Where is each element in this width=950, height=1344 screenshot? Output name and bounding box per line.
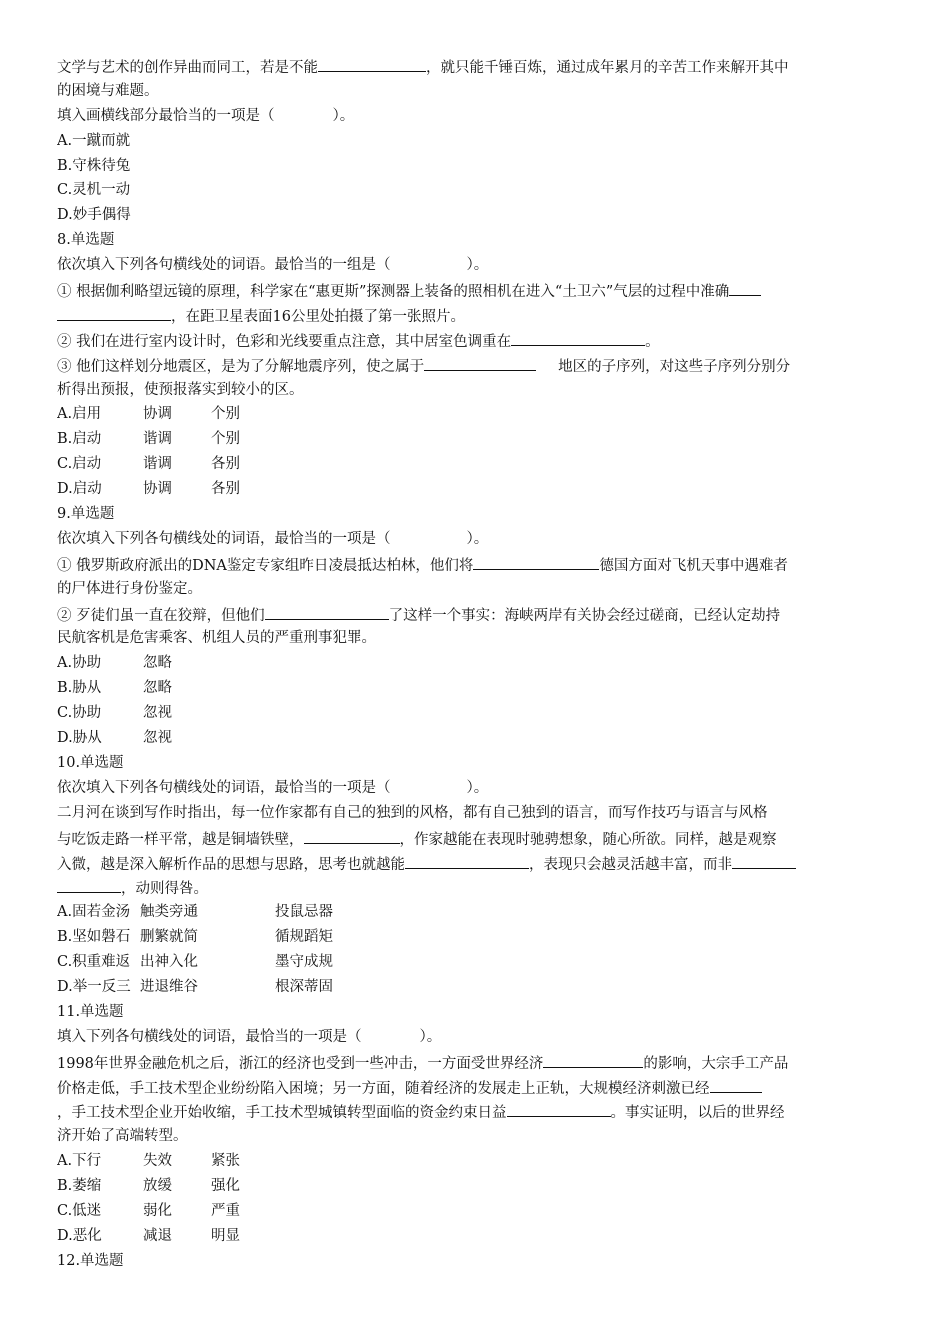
option-cell: 强化 bbox=[211, 1178, 240, 1195]
option-cell: B.萎缩 bbox=[57, 1178, 102, 1195]
q11-header: 11.单选题 bbox=[57, 1003, 124, 1020]
passage-text: 1998年世界金融危机之后，浙江的经济也受到一些冲击，一方面受世界经济 bbox=[57, 1055, 544, 1072]
q9-option-b[interactable] bbox=[57, 676, 899, 701]
q10-option-a[interactable] bbox=[57, 900, 899, 925]
q10-option-c[interactable] bbox=[57, 950, 899, 975]
option-cell: 进退维谷 bbox=[140, 978, 198, 995]
option-cell: 忽视 bbox=[143, 730, 172, 747]
sentence-text: ，在距卫星表面16公里处拍摄了第一张照片。 bbox=[171, 308, 465, 325]
option-cell: 谐调 bbox=[143, 456, 172, 473]
option-cell: B.坚如磐石 bbox=[57, 929, 131, 946]
sentence-text: 了这样一个事实：海峡两岸有关协会经过磋商，已经认定劫持 bbox=[388, 607, 781, 624]
q10-option-b[interactable] bbox=[57, 925, 899, 950]
q11-option-d[interactable] bbox=[57, 1224, 899, 1249]
sentence-text: 。 bbox=[645, 333, 660, 350]
passage-text: 与吃饭走路一样平常，越是铜墙铁壁， bbox=[57, 831, 304, 848]
q10-passage-line-3 bbox=[57, 851, 899, 876]
option-cell: 严重 bbox=[211, 1202, 240, 1219]
answer-blank bbox=[57, 303, 171, 321]
option-cell: 失效 bbox=[143, 1153, 172, 1170]
answer-blank bbox=[57, 875, 121, 893]
answer-blank bbox=[405, 851, 529, 869]
sentence-text: ① 俄罗斯政府派出的DNA鉴定专家组昨日凌晨抵达柏林，他们将 bbox=[57, 557, 474, 574]
answer-blank bbox=[265, 602, 389, 620]
q9-header: 9.单选题 bbox=[57, 506, 115, 523]
answer-blank bbox=[304, 826, 400, 844]
passage-text: ，动则得咎。 bbox=[121, 881, 208, 898]
q9-sentence-2-line-1 bbox=[57, 602, 899, 627]
q7-prompt bbox=[57, 104, 899, 129]
option-cell: 墨守成规 bbox=[275, 954, 333, 971]
q7-stem-text: ，就只能千锤百炼，通过成年累月的辛苦工作来解开其中 bbox=[426, 60, 789, 76]
q8-prompt bbox=[57, 253, 899, 278]
answer-blank bbox=[732, 851, 796, 869]
sentence-text: 地区的子序列，对这些子序列分别分 bbox=[558, 358, 791, 375]
q9-sentence-1-line-2: 的尸体进行身份鉴定。 bbox=[57, 580, 202, 597]
option-cell: 触类旁通 bbox=[140, 904, 198, 921]
answer-blank bbox=[543, 1050, 643, 1068]
option-cell: 协调 bbox=[143, 481, 172, 498]
q11-prompt bbox=[57, 1025, 899, 1050]
q8-sentence-3-line-2: 析得出预报，使预报落实到较小的区。 bbox=[57, 381, 304, 398]
q7-option-a[interactable]: A.一蹴而就 bbox=[57, 132, 131, 149]
q7-stem-text: 文学与艺术的创作异曲而同工，若是不能 bbox=[57, 60, 318, 76]
sentence-text: ② 歹徒们虽一直在狡辩，但他们 bbox=[57, 607, 265, 624]
q10-option-d[interactable] bbox=[57, 975, 899, 1000]
option-cell: C.低迷 bbox=[57, 1202, 102, 1219]
q8-sentence-1-line-1 bbox=[57, 278, 899, 303]
passage-text: ，作家越能在表现时驰骋想象，随心所欲。同样，越是观察 bbox=[399, 831, 777, 848]
sentence-text: ② 我们在进行室内设计时，色彩和光线要重点注意，其中居室色调重在 bbox=[57, 333, 512, 350]
option-cell: 协调 bbox=[143, 406, 172, 423]
option-cell: 减退 bbox=[143, 1227, 172, 1244]
q8-header: 8.单选题 bbox=[57, 232, 115, 249]
option-cell: 紧张 bbox=[211, 1153, 240, 1170]
answer-blank bbox=[424, 353, 536, 371]
prompt-text: 填入画横线部分最恰当的一项是（ bbox=[57, 107, 275, 124]
option-cell: 出神入化 bbox=[140, 954, 198, 971]
sentence-text: 德国方面对飞机天事中遇难者 bbox=[599, 557, 788, 574]
option-cell: 忽视 bbox=[143, 705, 172, 722]
q10-passage-line-4 bbox=[57, 875, 899, 900]
option-cell: D.胁从 bbox=[57, 730, 102, 747]
q11-passage-line-3 bbox=[57, 1099, 899, 1124]
passage-text: 入微，越是深入解析作品的思想与思路，思考也就越能 bbox=[57, 856, 405, 873]
answer-blank bbox=[473, 552, 599, 570]
option-cell: 忽略 bbox=[143, 655, 172, 672]
option-cell: 明显 bbox=[211, 1227, 240, 1244]
option-cell: 循规蹈矩 bbox=[275, 929, 333, 946]
passage-text: 价格走低，手工技术型企业纷纷陷入困境；另一方面，随着经济的发展走上正轨，大规模经济刺激已经 bbox=[57, 1080, 710, 1097]
q11-option-c[interactable] bbox=[57, 1199, 899, 1224]
answer-blank bbox=[710, 1075, 762, 1093]
q9-sentence-1-line-1 bbox=[57, 552, 899, 577]
q8-option-c[interactable] bbox=[57, 452, 899, 477]
prompt-text: 依次填入下列各句横线处的词语，最恰当的一项是（ bbox=[57, 530, 391, 547]
q7-option-b[interactable]: B.守株待兔 bbox=[57, 157, 131, 174]
q9-option-a[interactable] bbox=[57, 651, 899, 676]
option-cell: 删繁就简 bbox=[140, 929, 198, 946]
q9-option-c[interactable] bbox=[57, 701, 899, 726]
answer-blank bbox=[511, 328, 645, 346]
q8-option-d[interactable] bbox=[57, 477, 899, 502]
prompt-text: 依次填入下列各句横线处的词语。最恰当的一组是（ bbox=[57, 257, 391, 274]
option-cell: D.启动 bbox=[57, 481, 102, 498]
q10-passage-line-2 bbox=[57, 826, 899, 851]
q8-sentence-3-line-1 bbox=[57, 353, 899, 378]
prompt-text: ）。 bbox=[419, 1028, 442, 1045]
q7-option-c[interactable]: C.灵机一动 bbox=[57, 182, 131, 199]
prompt-text: ）。 bbox=[466, 530, 489, 547]
q11-passage-line-2 bbox=[57, 1075, 899, 1100]
q8-option-a[interactable] bbox=[57, 402, 899, 427]
q8-option-b[interactable] bbox=[57, 427, 899, 452]
prompt-text: ）。 bbox=[466, 257, 489, 274]
answer-blank bbox=[507, 1099, 611, 1117]
option-cell: D.举一反三 bbox=[57, 978, 131, 995]
q11-passage-line-4: 济开始了高端转型。 bbox=[57, 1128, 188, 1145]
q7-option-d[interactable]: D.妙手偶得 bbox=[57, 207, 131, 224]
q11-passage-line-1 bbox=[57, 1050, 899, 1075]
option-cell: 个别 bbox=[211, 406, 240, 423]
passage-text: 。事实证明，以后的世界经 bbox=[610, 1105, 785, 1122]
option-cell: 弱化 bbox=[143, 1202, 172, 1219]
sentence-text: ③ 他们这样划分地震区，是为了分解地震序列，使之属于 bbox=[57, 358, 425, 375]
prompt-text: ）。 bbox=[466, 779, 489, 796]
document-page bbox=[57, 54, 899, 1274]
q7-stem-line-2: 的困境与难题。 bbox=[57, 82, 159, 99]
option-cell: B.启动 bbox=[57, 431, 102, 448]
q11-option-b[interactable] bbox=[57, 1174, 899, 1199]
q12-header: 12.单选题 bbox=[57, 1252, 124, 1269]
option-cell: B.胁从 bbox=[57, 680, 102, 697]
passage-text: 的影响，大宗手工产品 bbox=[643, 1055, 789, 1072]
option-cell: 放缓 bbox=[143, 1178, 172, 1195]
option-cell: 忽略 bbox=[143, 680, 172, 697]
option-cell: 个别 bbox=[211, 431, 240, 448]
prompt-text: ）。 bbox=[332, 107, 355, 124]
option-cell: A.固若金汤 bbox=[57, 904, 131, 921]
option-cell: A.协助 bbox=[57, 655, 102, 672]
q8-sentence-1-line-2 bbox=[57, 303, 899, 328]
q10-prompt bbox=[57, 776, 899, 801]
answer-blank bbox=[318, 54, 426, 72]
q10-header: 10.单选题 bbox=[57, 754, 124, 771]
option-cell: 各别 bbox=[211, 481, 240, 498]
q9-option-d[interactable] bbox=[57, 726, 899, 751]
sentence-text: ① 根据伽利略望远镜的原理，科学家在“惠更斯”探测器上装备的照相机在进入“土卫六”气层的过程中准确 bbox=[57, 284, 730, 301]
option-cell: C.启动 bbox=[57, 456, 102, 473]
prompt-text: 依次填入下列各句横线处的词语，最恰当的一项是（ bbox=[57, 779, 391, 796]
option-cell: 各别 bbox=[211, 456, 240, 473]
option-cell: 根深蒂固 bbox=[275, 978, 333, 995]
option-cell: 谐调 bbox=[143, 431, 172, 448]
q9-sentence-2-line-2: 民航客机是危害乘客、机组人员的严重刑事犯罪。 bbox=[57, 630, 376, 647]
prompt-text: 填入下列各句横线处的词语，最恰当的一项是（ bbox=[57, 1028, 362, 1045]
option-cell: A.启用 bbox=[57, 406, 102, 423]
q8-sentence-2 bbox=[57, 328, 899, 353]
q9-prompt bbox=[57, 527, 899, 552]
option-cell: 投鼠忌器 bbox=[275, 904, 333, 921]
passage-text: ，手工技术型企业开始收缩，手工技术型城镇转型面临的资金约束日益 bbox=[57, 1105, 507, 1122]
answer-blank bbox=[729, 278, 761, 296]
option-cell: A.下行 bbox=[57, 1153, 102, 1170]
option-cell: C.积重难返 bbox=[57, 954, 131, 971]
q7-stem-line-1 bbox=[57, 54, 899, 79]
passage-text: ，表现只会越灵活越丰富，而非 bbox=[529, 856, 732, 873]
option-cell: D.恶化 bbox=[57, 1227, 102, 1244]
option-cell: C.协助 bbox=[57, 705, 102, 722]
q11-option-a[interactable] bbox=[57, 1149, 899, 1174]
q10-passage-line-1: 二月河在谈到写作时指出，每一位作家都有自己的独到的风格，都有自己独到的语言，而写作技巧与语言与风格 bbox=[57, 804, 768, 821]
